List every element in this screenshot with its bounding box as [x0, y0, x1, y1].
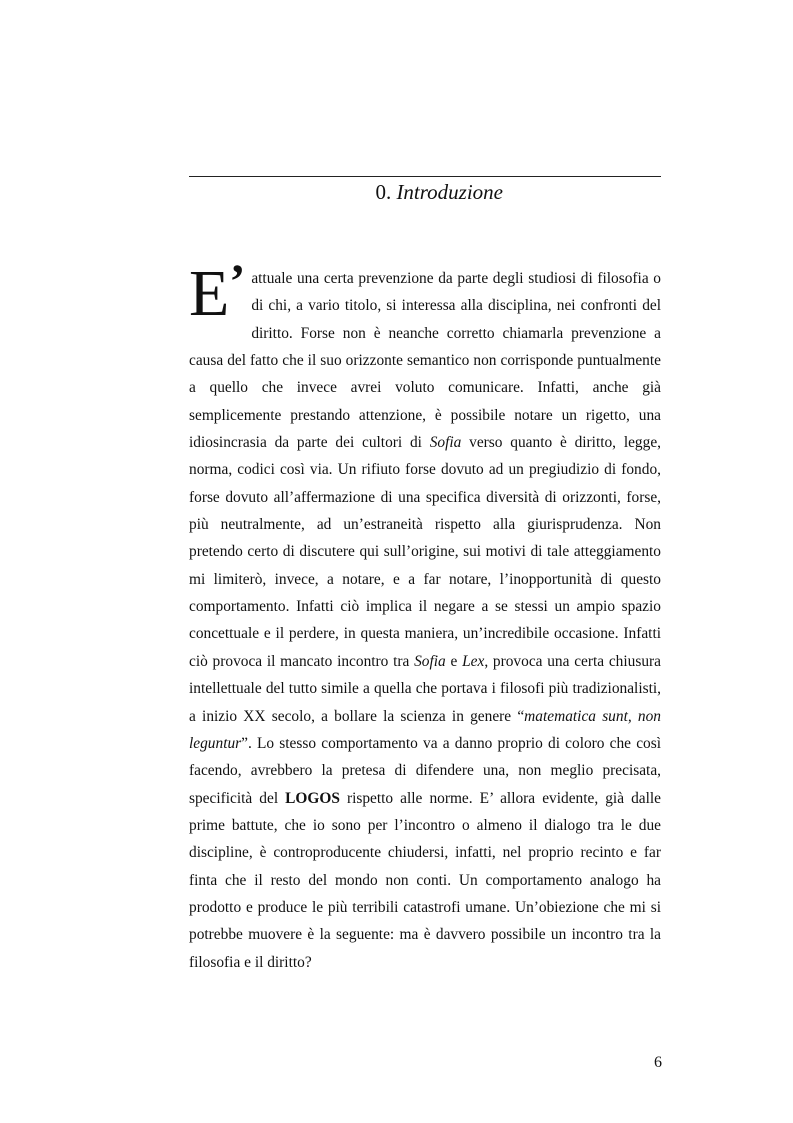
body-paragraph: [189, 255, 661, 976]
section-title: Introduzione: [396, 180, 503, 204]
italic-term-sofia: Sofia: [429, 434, 462, 452]
text-segment: rispetto alle norme. E’ allora evidente, già dalle prime battute, che io sono per l’incontro o almeno il dialogo tra le due discipline, è controproducente chiudersi, infatti, nel proprio recinto e far finta che il resto del mondo non conti. Un comportamento analogo ha prodotto e produce le più terribili catastrofi umane. Un’obiezione che mi si potrebbe muovere è la seguente: ma è davvero possibile un incontro tra la filosofia e il diritto?: [189, 789, 661, 971]
page-number: 6: [654, 1054, 662, 1071]
heading-rule: [189, 176, 661, 177]
drop-cap: [189, 255, 246, 330]
italic-term-sofia: Sofia: [414, 652, 446, 670]
section-heading: [189, 178, 661, 206]
bold-term-logos: LOGOS: [285, 789, 340, 807]
drop-cap-apostrophe: ’: [229, 255, 246, 308]
text-segment: verso quanto è diritto, legge, norma, codici così via. Un rifiuto forse dovuto ad un pregiudizio di fondo, forse dovuto all’affermazione di una specifica diversità di orizzonti, forse, più neutralmente, ad un’estraneità rispetto alla giurisprudenza. Non pretendo certo di discutere qui sull’origine, sui motivi di tale atteggiamento mi limiterò, invece, a notare, e a far notare, l’inopportunità di questo comportamento. Infatti ciò implica il negare a se stessi un ampio spazio concettuale e il perdere, in questa maniera, un’incredibile occasione. Infatti ciò provoca il mancato incontro tra: [189, 434, 661, 670]
text-segment: attuale una certa prevenzione da parte degli studiosi di filosofia o di chi, a vario titolo, si interessa alla disciplina, nei confronti del diritto. Forse non è neanche corretto chiamarla prevenzione a causa del fatto che il suo orizzonte semantico non corrisponde puntualmente a quello che invece avrei voluto comunicare. Infatti, anche già semplicemente prestando attenzione, è possibile notare un rigetto, una idiosincrasia da parte dei cultori di: [189, 270, 661, 452]
italic-term-lex: Lex: [462, 652, 485, 670]
drop-cap-letter: E: [189, 257, 230, 330]
text-segment: ”. Lo stesso comportamento va a danno proprio di coloro che così facendo, avrebbero la pretesa di difendere una, non meglio precisata, specificità del: [189, 734, 661, 807]
text-segment: e: [445, 652, 463, 670]
italic-quote: matematica sunt, non leguntur: [189, 707, 661, 752]
section-number: 0.: [375, 180, 392, 204]
text-segment: , provoca una certa chiusura intellettuale del tutto simile a quella che portava i filosofi più tradizionalisti, a inizio XX secolo, a bollare la scienza in genere “: [189, 652, 661, 725]
